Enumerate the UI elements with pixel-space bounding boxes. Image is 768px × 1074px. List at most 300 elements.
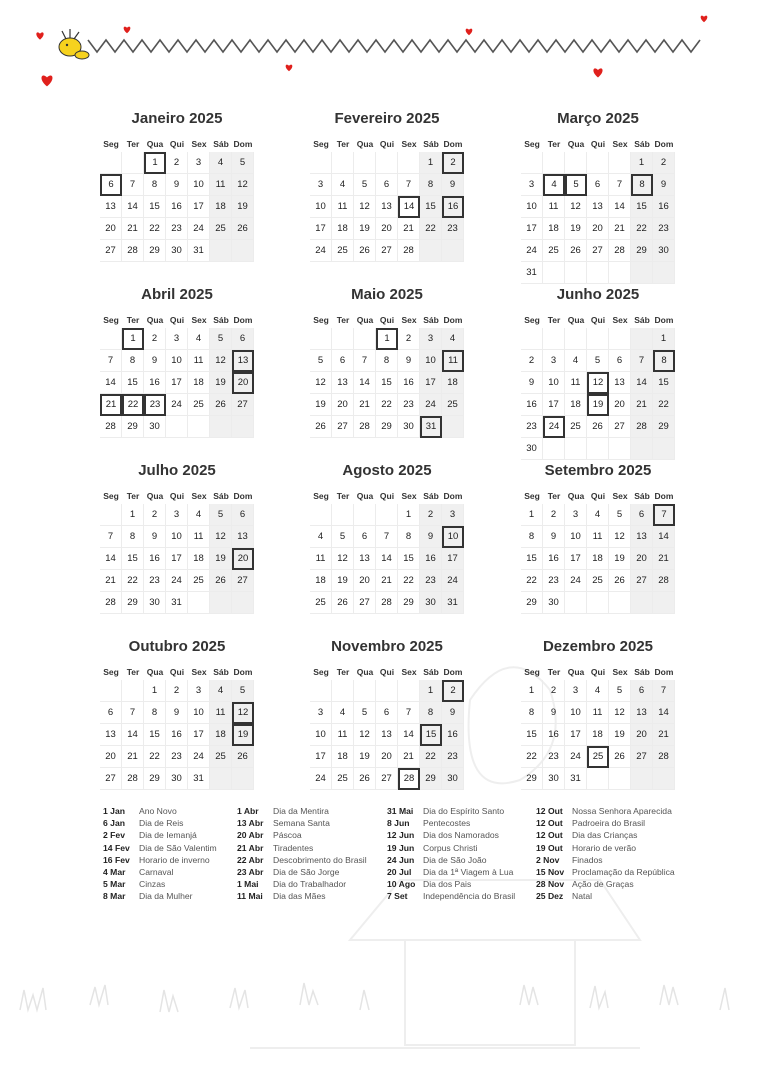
day-cell: 8 — [144, 702, 166, 724]
day-cell: 29 — [653, 416, 675, 438]
weekday-header: Sáb — [423, 491, 439, 501]
month-title: Dezembro 2025 — [542, 638, 654, 655]
day-cell: 2 — [543, 504, 565, 526]
day-cell: 17 — [166, 372, 188, 394]
empty-day-cell — [609, 152, 631, 174]
holiday-row — [387, 830, 515, 842]
day-cell: 15 — [398, 548, 420, 570]
holiday-row — [387, 806, 515, 818]
day-cell: 1 — [653, 328, 675, 350]
day-cell: 11 — [565, 372, 587, 394]
day-cell: 30 — [653, 240, 675, 262]
day-cell: 11 — [210, 174, 232, 196]
day-cell: 5 — [609, 504, 631, 526]
empty-day-cell — [100, 504, 122, 526]
holiday-date: 4 Mar — [103, 866, 126, 877]
empty-day-cell — [188, 416, 210, 438]
holiday-day-cell: 19 — [232, 724, 254, 746]
day-cell: 12 — [232, 174, 254, 196]
holiday-row — [536, 879, 675, 891]
holiday-name: Dia de São Valentim — [139, 842, 217, 853]
day-cell: 15 — [521, 724, 543, 746]
day-cell: 9 — [420, 526, 442, 548]
day-cell: 13 — [631, 526, 653, 548]
month-title: Junho 2025 — [556, 286, 640, 303]
day-cell: 26 — [354, 768, 376, 790]
empty-day-cell — [232, 416, 254, 438]
holiday-row — [536, 818, 675, 830]
day-cell: 1 — [521, 504, 543, 526]
day-cell: 6 — [232, 328, 254, 350]
holiday-row — [103, 867, 217, 879]
day-cell: 10 — [521, 196, 543, 218]
empty-day-cell — [166, 416, 188, 438]
day-cell: 21 — [100, 570, 122, 592]
day-cell: 23 — [144, 570, 166, 592]
month-title: Novembro 2025 — [331, 638, 443, 655]
weekday-header: Sex — [401, 139, 417, 149]
holiday-name: Dia do Trabalhador — [273, 879, 347, 890]
empty-day-cell — [376, 152, 398, 174]
weekday-header: Qui — [169, 315, 185, 325]
day-cell: 28 — [653, 746, 675, 768]
holiday-name: Proclamação da República — [572, 866, 675, 877]
day-cell: 12 — [609, 702, 631, 724]
day-cell: 9 — [521, 372, 543, 394]
weekday-header: Seg — [313, 667, 329, 677]
day-cell: 31 — [521, 262, 543, 284]
day-cell: 21 — [398, 218, 420, 240]
empty-day-cell — [609, 262, 631, 284]
empty-day-cell — [609, 592, 631, 614]
holiday-row — [237, 818, 367, 830]
holiday-day-cell: 16 — [442, 196, 464, 218]
empty-day-cell — [332, 328, 354, 350]
day-cell: 11 — [310, 548, 332, 570]
weekday-header: Sáb — [423, 667, 439, 677]
day-cell: 28 — [122, 768, 144, 790]
holiday-name: Pentecostes — [423, 818, 471, 829]
day-cell: 9 — [442, 174, 464, 196]
day-cell: 3 — [420, 328, 442, 350]
holiday-date: 1 Jan — [103, 806, 125, 816]
empty-day-cell — [587, 262, 609, 284]
day-cell: 8 — [420, 174, 442, 196]
day-cell: 19 — [232, 196, 254, 218]
holiday-day-cell: 2 — [442, 152, 464, 174]
day-cell: 27 — [332, 416, 354, 438]
holiday-name: Padroeira do Brasil — [572, 818, 646, 829]
day-cell: 8 — [420, 702, 442, 724]
day-cell: 2 — [398, 328, 420, 350]
empty-day-cell — [609, 328, 631, 350]
weekday-header: Ter — [336, 315, 350, 325]
day-cell: 25 — [188, 570, 210, 592]
day-cell: 30 — [442, 768, 464, 790]
day-cell: 26 — [609, 746, 631, 768]
holiday-name: Carnaval — [139, 866, 174, 877]
empty-day-cell — [565, 592, 587, 614]
day-cell: 4 — [310, 526, 332, 548]
empty-day-cell — [587, 768, 609, 790]
weekday-header: Qua — [567, 315, 585, 325]
day-cell: 3 — [166, 328, 188, 350]
day-cell: 10 — [565, 526, 587, 548]
day-cell: 20 — [376, 746, 398, 768]
holiday-date: 14 Fev — [103, 842, 130, 853]
empty-day-cell — [232, 592, 254, 614]
day-cell: 24 — [565, 746, 587, 768]
day-cell: 16 — [166, 196, 188, 218]
day-cell: 20 — [609, 394, 631, 416]
holiday-row — [103, 806, 217, 818]
weekday-header: Dom — [233, 667, 253, 677]
day-cell: 17 — [420, 372, 442, 394]
weekday-header: Seg — [313, 491, 329, 501]
day-cell: 11 — [188, 526, 210, 548]
day-cell: 22 — [653, 394, 675, 416]
weekday-header: Seg — [313, 139, 329, 149]
day-cell: 9 — [144, 350, 166, 372]
day-cell: 12 — [332, 548, 354, 570]
empty-day-cell — [565, 152, 587, 174]
day-cell: 11 — [332, 196, 354, 218]
day-cell: 11 — [543, 196, 565, 218]
day-cell: 28 — [609, 240, 631, 262]
day-cell: 13 — [354, 548, 376, 570]
holiday-day-cell: 8 — [653, 350, 675, 372]
day-cell: 15 — [144, 196, 166, 218]
holiday-day-cell: 1 — [376, 328, 398, 350]
weekday-header: Dom — [443, 491, 463, 501]
day-cell: 30 — [420, 592, 442, 614]
day-cell: 31 — [166, 592, 188, 614]
empty-day-cell — [543, 438, 565, 460]
holiday-row — [103, 891, 217, 903]
weekday-header: Dom — [443, 315, 463, 325]
holiday-date: 23 Abr — [237, 866, 264, 877]
day-cell: 16 — [521, 394, 543, 416]
empty-day-cell — [543, 328, 565, 350]
weekday-header: Qua — [356, 667, 374, 677]
day-cell: 24 — [166, 570, 188, 592]
day-cell: 1 — [122, 504, 144, 526]
holiday-date: 8 Mar — [103, 891, 126, 902]
holiday-row — [103, 818, 217, 830]
day-cell: 27 — [631, 746, 653, 768]
weekday-header: Qui — [379, 315, 395, 325]
day-cell: 12 — [210, 350, 232, 372]
day-cell: 7 — [398, 702, 420, 724]
day-cell: 29 — [420, 768, 442, 790]
day-cell: 7 — [653, 680, 675, 702]
day-cell: 6 — [376, 702, 398, 724]
holiday-name: Descobrimento do Brasil — [273, 854, 367, 865]
day-cell: 11 — [332, 724, 354, 746]
day-cell: 24 — [166, 394, 188, 416]
day-cell: 7 — [398, 174, 420, 196]
day-cell: 27 — [100, 240, 122, 262]
day-cell: 7 — [609, 174, 631, 196]
empty-day-cell — [653, 438, 675, 460]
empty-day-cell — [354, 152, 376, 174]
day-cell: 25 — [188, 394, 210, 416]
day-cell: 18 — [188, 372, 210, 394]
day-cell: 27 — [354, 592, 376, 614]
holiday-row — [237, 879, 367, 891]
day-cell: 13 — [376, 196, 398, 218]
day-cell: 29 — [631, 240, 653, 262]
day-cell: 24 — [188, 746, 210, 768]
weekday-header: Sáb — [634, 139, 650, 149]
holiday-date: 24 Jun — [387, 854, 415, 865]
day-cell: 9 — [398, 350, 420, 372]
holiday-day-cell: 20 — [232, 548, 254, 570]
holiday-name: Dia de São Jorge — [273, 866, 340, 877]
weekday-header: Seg — [524, 491, 540, 501]
day-cell: 30 — [543, 592, 565, 614]
day-cell: 4 — [188, 328, 210, 350]
day-cell: 3 — [442, 504, 464, 526]
holiday-name: Corpus Christi — [423, 842, 478, 853]
day-cell: 24 — [565, 570, 587, 592]
weekday-header: Sex — [612, 667, 628, 677]
weekday-header: Sáb — [213, 491, 229, 501]
day-cell: 5 — [310, 350, 332, 372]
day-cell: 31 — [565, 768, 587, 790]
day-cell: 30 — [144, 416, 166, 438]
day-cell: 30 — [521, 438, 543, 460]
empty-day-cell — [332, 680, 354, 702]
day-cell: 9 — [653, 174, 675, 196]
day-cell: 23 — [398, 394, 420, 416]
empty-day-cell — [188, 592, 210, 614]
day-cell: 29 — [144, 240, 166, 262]
holiday-row — [536, 867, 675, 879]
holiday-name: Dia de Reis — [139, 818, 184, 829]
weekday-header: Sex — [401, 667, 417, 677]
holiday-day-cell: 14 — [398, 196, 420, 218]
day-cell: 14 — [653, 526, 675, 548]
weekday-header: Sex — [612, 315, 628, 325]
holiday-column — [103, 806, 217, 904]
weekday-header: Qua — [146, 315, 164, 325]
day-cell: 12 — [310, 372, 332, 394]
holiday-row — [103, 855, 217, 867]
holiday-row — [387, 891, 515, 903]
empty-day-cell — [100, 680, 122, 702]
day-cell: 8 — [521, 702, 543, 724]
holiday-name: Horario de inverno — [139, 854, 210, 865]
day-cell: 20 — [376, 218, 398, 240]
day-cell: 31 — [188, 768, 210, 790]
day-cell: 8 — [122, 526, 144, 548]
holiday-name: Dia dos Pais — [423, 879, 472, 890]
day-cell: 14 — [653, 702, 675, 724]
day-cell: 14 — [398, 724, 420, 746]
day-cell: 20 — [631, 548, 653, 570]
day-cell: 23 — [543, 570, 565, 592]
day-cell: 16 — [144, 372, 166, 394]
day-cell: 2 — [166, 680, 188, 702]
weekday-header: Dom — [443, 139, 463, 149]
day-cell: 29 — [144, 768, 166, 790]
day-cell: 22 — [144, 746, 166, 768]
day-cell: 22 — [144, 218, 166, 240]
day-cell: 11 — [210, 702, 232, 724]
holiday-date: 12 Out — [536, 806, 563, 816]
day-cell: 17 — [188, 196, 210, 218]
day-cell: 19 — [310, 394, 332, 416]
holiday-day-cell: 13 — [232, 350, 254, 372]
day-cell: 31 — [188, 240, 210, 262]
day-cell: 17 — [543, 394, 565, 416]
day-cell: 14 — [122, 196, 144, 218]
day-cell: 3 — [166, 504, 188, 526]
day-cell: 17 — [310, 746, 332, 768]
empty-day-cell — [521, 152, 543, 174]
day-cell: 9 — [166, 174, 188, 196]
day-cell: 18 — [565, 394, 587, 416]
day-cell: 7 — [376, 526, 398, 548]
day-cell: 14 — [100, 548, 122, 570]
weekday-header: Sex — [401, 315, 417, 325]
day-cell: 17 — [565, 724, 587, 746]
day-cell: 11 — [587, 702, 609, 724]
day-cell: 11 — [587, 526, 609, 548]
weekday-header: Ter — [336, 139, 350, 149]
weekday-header: Sex — [612, 139, 628, 149]
weekday-header: Ter — [547, 491, 561, 501]
holiday-day-cell: 20 — [232, 372, 254, 394]
empty-day-cell — [332, 152, 354, 174]
weekday-header: Seg — [524, 315, 540, 325]
day-cell: 1 — [398, 504, 420, 526]
holiday-date: 7 Set — [387, 891, 408, 902]
day-cell: 27 — [587, 240, 609, 262]
day-cell: 15 — [122, 372, 144, 394]
day-cell: 28 — [122, 240, 144, 262]
holiday-date: 13 Abr — [237, 818, 264, 829]
day-cell: 26 — [210, 394, 232, 416]
day-cell: 19 — [332, 570, 354, 592]
day-cell: 20 — [354, 570, 376, 592]
day-cell: 10 — [420, 350, 442, 372]
weekday-header: Sex — [191, 315, 207, 325]
holiday-day-cell: 1 — [122, 328, 144, 350]
holiday-name: Dia de São João — [423, 854, 487, 865]
day-cell: 31 — [442, 592, 464, 614]
day-cell: 3 — [565, 680, 587, 702]
empty-day-cell — [653, 592, 675, 614]
day-cell: 10 — [166, 350, 188, 372]
day-cell: 9 — [543, 702, 565, 724]
day-cell: 7 — [354, 350, 376, 372]
holiday-day-cell: 2 — [442, 680, 464, 702]
day-cell: 10 — [166, 526, 188, 548]
empty-day-cell — [587, 328, 609, 350]
weekday-header: Sáb — [423, 315, 439, 325]
weekday-header: Sáb — [213, 667, 229, 677]
day-cell: 14 — [122, 724, 144, 746]
holiday-name: Dia da 1ª Viagem à Lua — [423, 866, 514, 877]
day-cell: 22 — [398, 570, 420, 592]
holiday-row — [536, 830, 675, 842]
empty-day-cell — [210, 416, 232, 438]
day-cell: 26 — [210, 570, 232, 592]
weekday-header: Sex — [191, 667, 207, 677]
day-cell: 4 — [332, 174, 354, 196]
day-cell: 16 — [144, 548, 166, 570]
day-cell: 4 — [587, 680, 609, 702]
holiday-row — [536, 891, 675, 903]
day-cell: 15 — [521, 548, 543, 570]
holiday-day-cell: 31 — [420, 416, 442, 438]
day-cell: 8 — [122, 350, 144, 372]
day-cell: 12 — [354, 196, 376, 218]
day-cell: 23 — [442, 218, 464, 240]
day-cell: 5 — [332, 526, 354, 548]
day-cell: 1 — [420, 152, 442, 174]
empty-day-cell — [587, 152, 609, 174]
month-title: Março 2025 — [557, 110, 639, 127]
holiday-day-cell: 1 — [144, 152, 166, 174]
day-cell: 10 — [188, 702, 210, 724]
holiday-name: Ação de Graças — [572, 879, 634, 890]
holiday-name: Dia da Mentira — [273, 806, 329, 816]
day-cell: 26 — [609, 570, 631, 592]
day-cell: 8 — [521, 526, 543, 548]
day-cell: 21 — [609, 218, 631, 240]
day-cell: 13 — [100, 196, 122, 218]
day-cell: 22 — [420, 218, 442, 240]
empty-day-cell — [609, 438, 631, 460]
empty-day-cell — [565, 438, 587, 460]
day-cell: 13 — [631, 702, 653, 724]
empty-day-cell — [210, 768, 232, 790]
month-title: Setembro 2025 — [544, 462, 652, 479]
weekday-header: Ter — [126, 491, 140, 501]
empty-day-cell — [653, 768, 675, 790]
day-cell: 22 — [631, 218, 653, 240]
day-cell: 24 — [442, 570, 464, 592]
day-cell: 28 — [100, 592, 122, 614]
day-cell: 13 — [100, 724, 122, 746]
day-cell: 26 — [565, 240, 587, 262]
day-cell: 18 — [442, 372, 464, 394]
holiday-row — [237, 855, 367, 867]
day-cell: 9 — [442, 702, 464, 724]
holiday-day-cell: 22 — [122, 394, 144, 416]
day-cell: 8 — [398, 526, 420, 548]
empty-day-cell — [398, 152, 420, 174]
day-cell: 18 — [587, 724, 609, 746]
day-cell: 27 — [232, 394, 254, 416]
day-cell: 6 — [232, 504, 254, 526]
weekday-header: Qui — [590, 667, 606, 677]
day-cell: 6 — [354, 526, 376, 548]
day-cell: 30 — [398, 416, 420, 438]
day-cell: 25 — [442, 394, 464, 416]
holiday-day-cell: 19 — [587, 394, 609, 416]
holiday-row — [237, 830, 367, 842]
day-cell: 25 — [332, 768, 354, 790]
empty-day-cell — [354, 680, 376, 702]
holiday-name: Independência do Brasil — [423, 891, 516, 902]
day-cell: 2 — [144, 328, 166, 350]
weekday-header: Qua — [356, 315, 374, 325]
empty-day-cell — [543, 152, 565, 174]
